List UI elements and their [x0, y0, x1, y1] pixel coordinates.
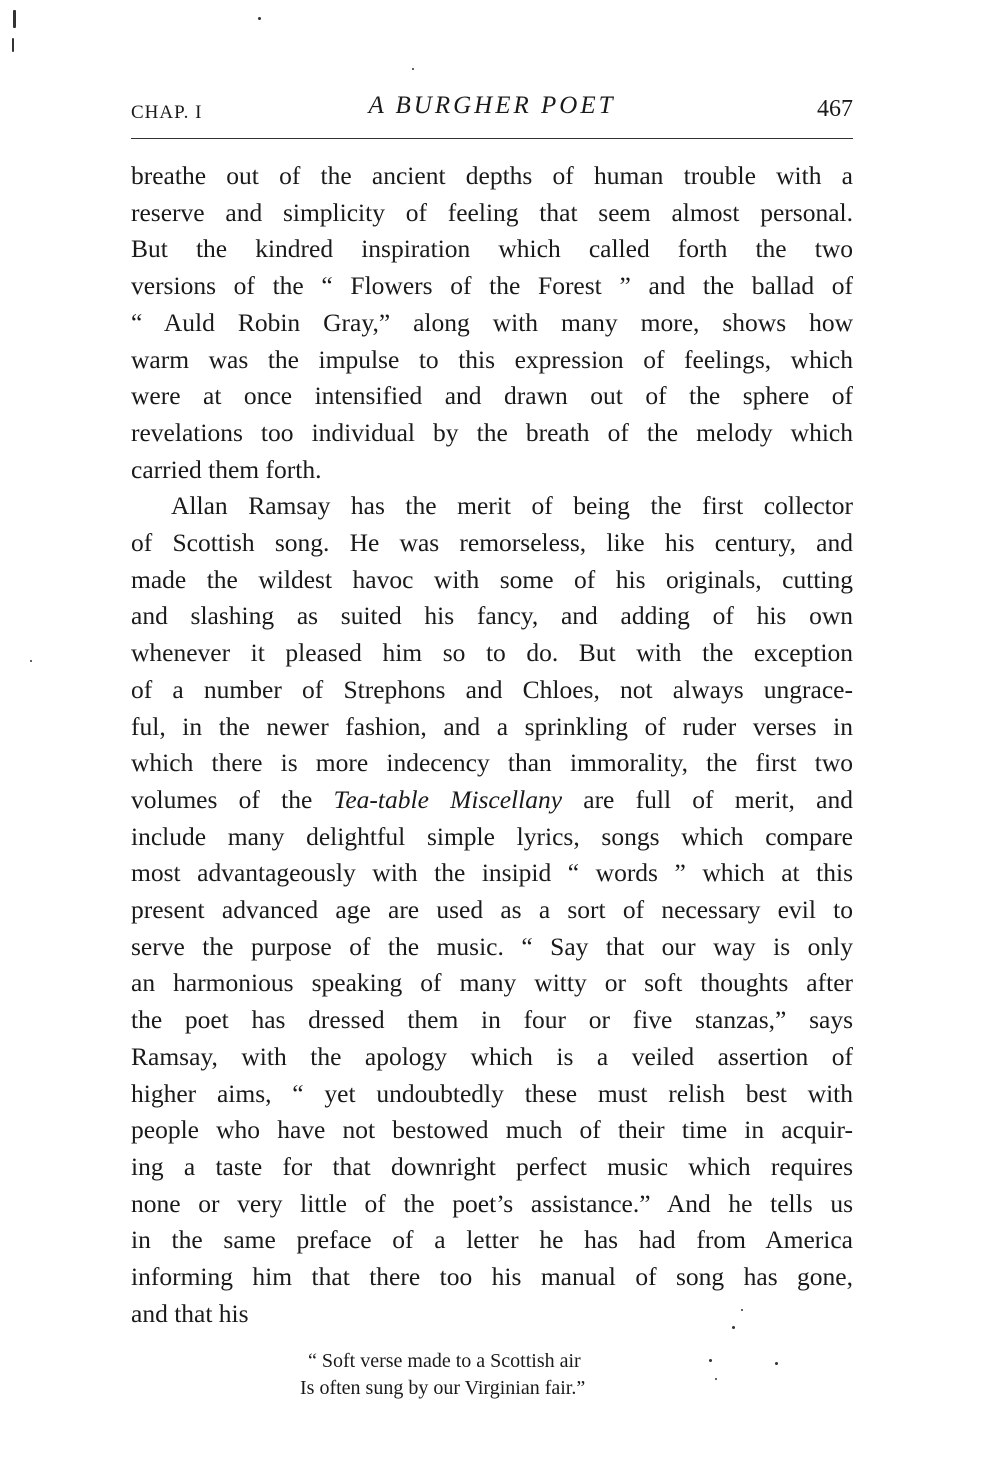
- speck: [709, 1359, 712, 1362]
- text-line: none or very little of the poet’s assistance.” And he tells us: [131, 1188, 853, 1218]
- text-line: Ramsay, with the apology which is a veiled assertion of: [131, 1041, 853, 1071]
- text-line: Allan Ramsay has the merit of being the first collector: [171, 491, 853, 521]
- text-line: ing a taste for that downright perfect music which requires: [131, 1151, 853, 1181]
- text-line: volumes of the Tea-table Miscellany are full of merit, and: [131, 784, 853, 814]
- text-line: serve the purpose of the music. “ Say that our way is only: [131, 931, 853, 961]
- running-header: [131, 92, 853, 132]
- speck: [258, 17, 261, 20]
- chapter-label: CHAP. I: [131, 102, 203, 123]
- text-line: the poet has dressed them in four or five stanzas,” says: [131, 1005, 853, 1035]
- text-line: versions of the “ Flowers of the Forest ” and the ballad of: [131, 271, 853, 301]
- text-line: whenever it pleased him so to do. But with the exception: [131, 638, 853, 668]
- text-line: include many delightful simple lyrics, songs which compare: [131, 821, 853, 851]
- text-line: higher aims, “ yet undoubtedly these must relish best with: [131, 1078, 853, 1108]
- page-number: 467: [817, 96, 853, 122]
- text-line: an harmonious speaking of many witty or soft thoughts after: [131, 968, 853, 998]
- speck: [741, 1309, 743, 1311]
- speck: [775, 1362, 778, 1365]
- speck: [732, 1326, 735, 1329]
- text-line: people who have not bestowed much of their time in acquir-: [131, 1115, 853, 1145]
- text-line: of Scottish song. He was remorseless, like his century, and: [131, 528, 853, 558]
- text-line: made the wildest havoc with some of his originals, cutting: [131, 564, 853, 594]
- verse-line: Is often sung by our Virginian fair.”: [300, 1377, 586, 1399]
- text-line: present advanced age are used as a sort of necessary evil to: [131, 895, 853, 925]
- running-title: A BURGHER POET: [368, 92, 616, 119]
- paragraph: [131, 158, 853, 488]
- text-line: revelations too individual by the breath of the melody which: [131, 417, 853, 447]
- text-line: “ Auld Robin Gray,” along with many more, shows how: [131, 307, 853, 337]
- speck: [12, 38, 14, 52]
- text-line: reserve and simplicity of feeling that seem almost personal.: [131, 197, 853, 227]
- body-text: [131, 158, 853, 1333]
- text-line: breathe out of the ancient depths of human trouble with a: [131, 161, 853, 190]
- text-line: warm was the impulse to this expression of feelings, which: [131, 344, 853, 374]
- verse-quotation: [300, 1348, 720, 1402]
- speck: [30, 660, 32, 662]
- text-line: But the kindred inspiration which called forth the two: [131, 234, 853, 264]
- book-title: Tea-table Miscellany: [333, 784, 563, 814]
- speck: [715, 1378, 717, 1380]
- speck: [412, 68, 414, 70]
- text-line: and slashing as suited his fancy, and adding of his own: [131, 601, 853, 631]
- header-rule: [131, 138, 853, 139]
- text-line: informing him that there too his manual of song has gone,: [131, 1262, 853, 1292]
- speck: [13, 10, 16, 28]
- paragraph: [131, 488, 853, 1332]
- text-line: carried them forth.: [131, 454, 322, 484]
- text-line: ful, in the newer fashion, and a sprinkling of ruder verses in: [131, 711, 853, 741]
- text-line: were at once intensified and drawn out of the sphere of: [131, 381, 853, 411]
- text-line: most advantageously with the insipid “ words ” which at this: [131, 858, 853, 888]
- text-line: which there is more indecency than immorality, the first two: [131, 748, 853, 778]
- text-line: and that his: [131, 1298, 249, 1328]
- text-line: in the same preface of a letter he has had from America: [131, 1225, 853, 1255]
- verse-line: “ Soft verse made to a Scottish air: [308, 1350, 581, 1372]
- text-line: of a number of Strephons and Chloes, not always ungrace-: [131, 674, 853, 704]
